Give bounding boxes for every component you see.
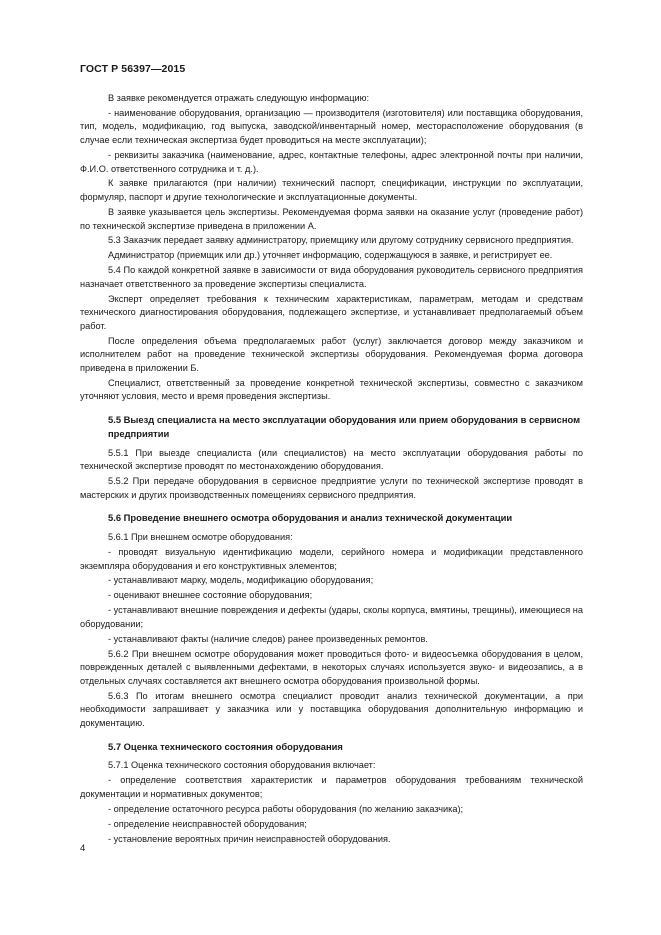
page-number: 4 xyxy=(80,843,86,854)
list-item: - реквизиты заказчика (наименование, адрес, контактные телефоны, адрес электронной почты при наличии, Ф.И.О. ответственного сотрудника и т. д.). xyxy=(80,149,583,174)
paragraph: В заявке рекомендуется отражать следующую информацию: xyxy=(108,93,370,103)
list-item: - устанавливают внешние повреждения и дефекты (удары, сколы корпуса, вмятины, трещины), имеющиеся на оборудовании; xyxy=(80,605,583,629)
section-heading-5-6: 5.6 Проведение внешнего осмотра оборудования и анализ технической документации xyxy=(108,512,513,524)
list-item: - установление вероятных причин неисправностей оборудования. xyxy=(108,833,391,844)
list-item: - проводят визуальную идентификацию модели, серийного номера и модификации представленного экземпляра оборудования и его конструктивных элементов; xyxy=(80,546,583,571)
list-item: - устанавливают факты (наличие следов) ранее произведенных ремонтов. xyxy=(108,633,428,644)
clause-5-4: 5.4 По каждой конкретной заявке в зависимости от вида оборудования руководитель сервисного предприятия назначает ответственного за проведение экспертизы специалиста. xyxy=(80,265,583,289)
clause-5-5-2: 5.5.2 При передаче оборудования в сервисное предприятие услуги по технической экспертизе проводят в мастерских и других производственных помещениях сервисного предприятия. xyxy=(80,476,583,500)
document-body xyxy=(80,92,583,847)
clause-5-6-3: 5.6.3 По итогам внешнего осмотра специалист проводит анализ технической документации, а при необходимости запрашивает у заказчика или у поставщика оборудования дополнительную информацию и документацию. xyxy=(80,690,583,728)
list-item: - определение неисправностей оборудования; xyxy=(108,818,307,829)
paragraph: В заявке указывается цель экспертизы. Рекомендуемая форма заявки на оказание услуг (проведение работ) по технической экспертизе приведена в приложении А. xyxy=(80,206,583,231)
clause-5-5-1: 5.5.1 При выезде специалиста (или специалистов) на место эксплуатации оборудования работы по технической экспертизе проводят по местонахождению оборудования. xyxy=(80,447,583,472)
section-heading-5-5: 5.5 Выезд специалиста на место эксплуатации оборудования или прием оборудования в сервисном предприятии xyxy=(108,414,581,439)
document-header: ГОСТ Р 56397—2015 xyxy=(80,63,186,75)
paragraph: После определения объема предполагаемых работ (услуг) заключается договор между заказчиком и исполнителем работ на проведение технической экспертизы оборудования. Рекомендуемая форма договора приведена в приложении Б. xyxy=(80,335,583,373)
clause-5-6-1: 5.6.1 При внешнем осмотре оборудования: xyxy=(108,532,293,543)
section-heading-5-7: 5.7 Оценка технического состояния оборудования xyxy=(108,740,343,752)
list-item: - оценивают внешнее состояние оборудования; xyxy=(108,590,313,601)
paragraph: Специалист, ответственный за проведение конкретной технической экспертизы, совместно с заказчиком уточняют условия, место и время проведения экспертизы. xyxy=(80,377,583,402)
paragraph: К заявке прилагаются (при наличии) технический паспорт, спецификации, инструкции по эксплуатации, формуляр, паспорт и другие технологические и эксплуатационные документы. xyxy=(80,178,583,203)
clause-5-3: 5.3 Заказчик передает заявку администратору, приемщику или другому сотруднику сервисного предприятия. xyxy=(108,235,574,246)
list-item: - наименование оборудования, организацию — производителя (изготовителя) или поставщика оборудования, тип, модель, модификацию, год выпуска, заводской/инвентарный номер, месторасположение оборудования (в случае если техническая экспертиза будет проводиться на месте эксплуатации); xyxy=(80,107,583,146)
list-item: - определение соответствия характеристик и параметров оборудования требованиям технической документации и нормативных документов; xyxy=(80,775,583,799)
paragraph: Эксперт определяет требования к техническим характеристикам, параметрам, методам и средствам технического диагностирования оборудования, подлежащего экспертизе, и устанавливает предполагаемый объем работ. xyxy=(80,293,583,331)
clause-5-6-2: 5.6.2 При внешнем осмотре оборудования может проводиться фото- и видеосъемка оборудования в целом, поврежденных деталей с выявленными дефектами, в некоторых случаях используется звуко- и видеозапись, а в отдельных случаях составляется акт внешнего осмотра оборудования произвольной формы. xyxy=(80,648,583,686)
paragraph: Администратор (приемщик или др.) уточняет информацию, содержащуюся в заявке, и регистрирует ее. xyxy=(108,250,553,261)
list-item: - определение остаточного ресурса работы оборудования (по желанию заказчика); xyxy=(108,803,464,814)
list-item: - устанавливают марку, модель, модификацию оборудования; xyxy=(108,575,374,586)
clause-5-7-1: 5.7.1 Оценка технического состояния оборудования включает: xyxy=(108,760,376,771)
